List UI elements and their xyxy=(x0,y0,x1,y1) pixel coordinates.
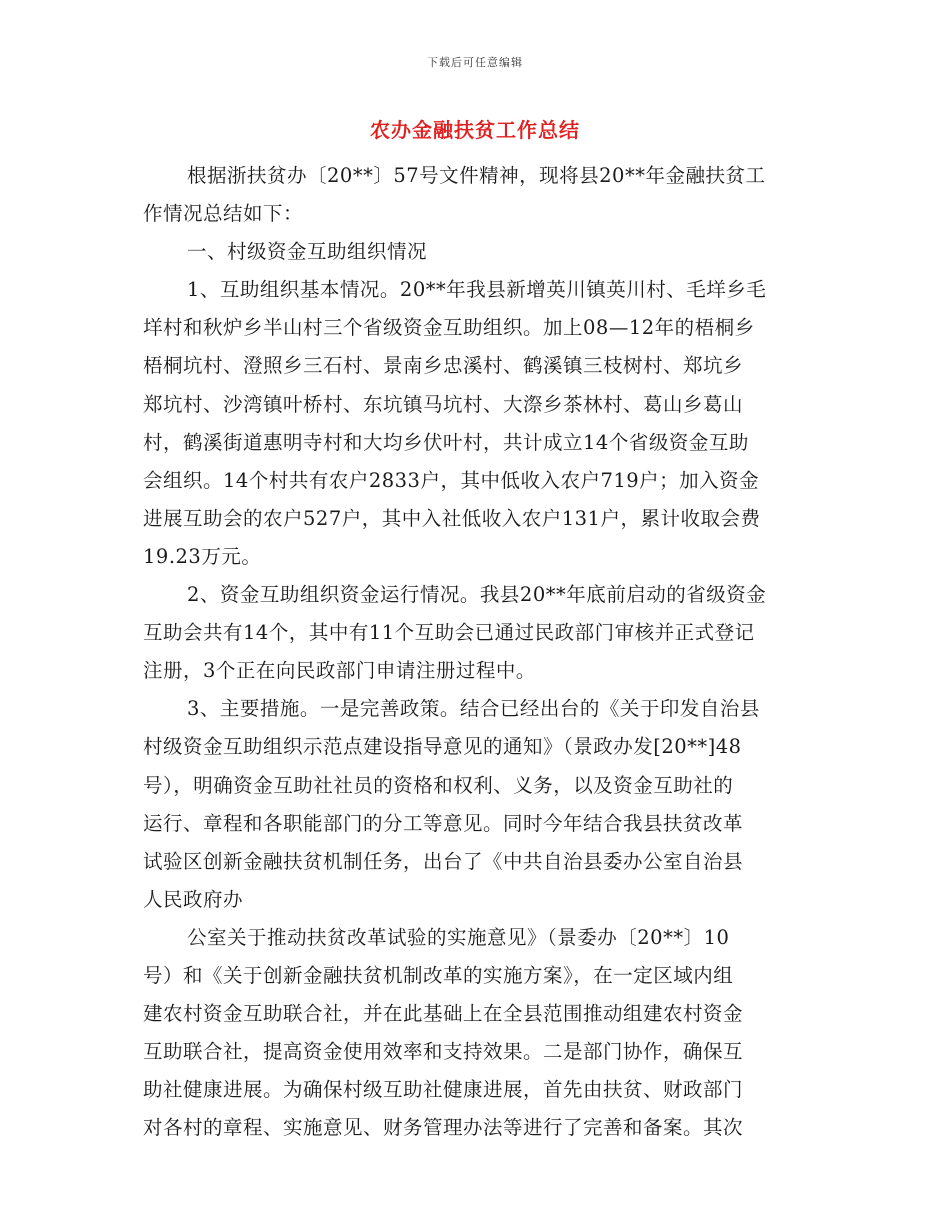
body-line: 垟村和秋炉乡半山村三个省级资金互助组织。加上08—12年的梧桐乡 xyxy=(143,316,755,340)
body-line: 19.23万元。 xyxy=(143,544,262,568)
body-line: 梧桐坑村、澄照乡三石村、景南乡忠溪村、鹤溪镇三枝树村、郑坑乡 xyxy=(143,354,744,378)
body-line: 作情况总结如下： xyxy=(143,202,304,226)
body-line: 试验区创新金融扶贫机制任务，出台了《中共自治县委办公室自治县 xyxy=(143,849,744,873)
body-line: 注册，3个正在向民政部门申请注册过程中。 xyxy=(143,659,536,683)
header-note: 下载后可任意编辑 xyxy=(427,56,523,69)
body-line: 村，鹤溪街道惠明寺村和大均乡伏叶村，共计成立14个省级资金互助 xyxy=(143,430,749,454)
body-line: 人民政府办 xyxy=(143,887,244,911)
body-line: 公室关于推动扶贫改革试验的实施意见》（景委办〔20**〕10 xyxy=(187,925,730,949)
body-line: 郑坑村、沙湾镇叶桥村、东坑镇马坑村、大漈乡茶林村、葛山乡葛山 xyxy=(143,392,744,416)
body-line: 运行、章程和各职能部门的分工等意见。同时今年结合我县扶贫改革 xyxy=(143,811,744,835)
body-line: 建农村资金互助联合社，并在此基础上在全县范围推动组建农村资金 xyxy=(143,1002,744,1026)
body-line: 进展互助会的农户527户，其中入社低收入农户131户，累计收取会费 xyxy=(143,506,761,530)
body-line: 互助联合社，提高资金使用效率和支持效果。二是部门协作，确保互 xyxy=(143,1040,744,1064)
body-line: 3、主要措施。一是完善政策。结合已经出台的《关于印发自治县 xyxy=(187,697,760,721)
document-title: 农办金融扶贫工作总结 xyxy=(370,118,580,142)
body-line: 对各村的章程、实施意见、财务管理办法等进行了完善和备案。其次 xyxy=(143,1116,744,1140)
body-line: 根据浙扶贫办〔20**〕57号文件精神，现将县20**年金融扶贫工 xyxy=(187,164,766,187)
body-line: 1、互助组织基本情况。20**年我县新增英川镇英川村、毛垟乡毛 xyxy=(187,278,767,302)
body-line: 村级资金互助组织示范点建设指导意见的通知》（景政办发[20**]48 xyxy=(143,735,742,759)
body-line: 助社健康进展。为确保村级互助社健康进展，首先由扶贫、财政部门 xyxy=(143,1078,744,1102)
body-line: 号）和《关于创新金融扶贫机制改革的实施方案》，在一定区域内组 xyxy=(143,963,734,987)
body-line: 2、资金互助组织资金运行情况。我县20**年底前启动的省级资金 xyxy=(187,583,767,607)
body-line: 会组织。14个村共有农户2833户，其中低收入农户719户；加入资金 xyxy=(143,468,760,492)
body-line: 一、村级资金互助组织情况 xyxy=(187,240,428,264)
document-body xyxy=(143,157,811,1147)
body-line: 号），明确资金互助社社员的资格和权利、义务，以及资金互助社的 xyxy=(143,773,734,797)
body-line: 互助会共有14个，其中有11个互助会已通过民政部门审核并正式登记 xyxy=(143,621,755,645)
